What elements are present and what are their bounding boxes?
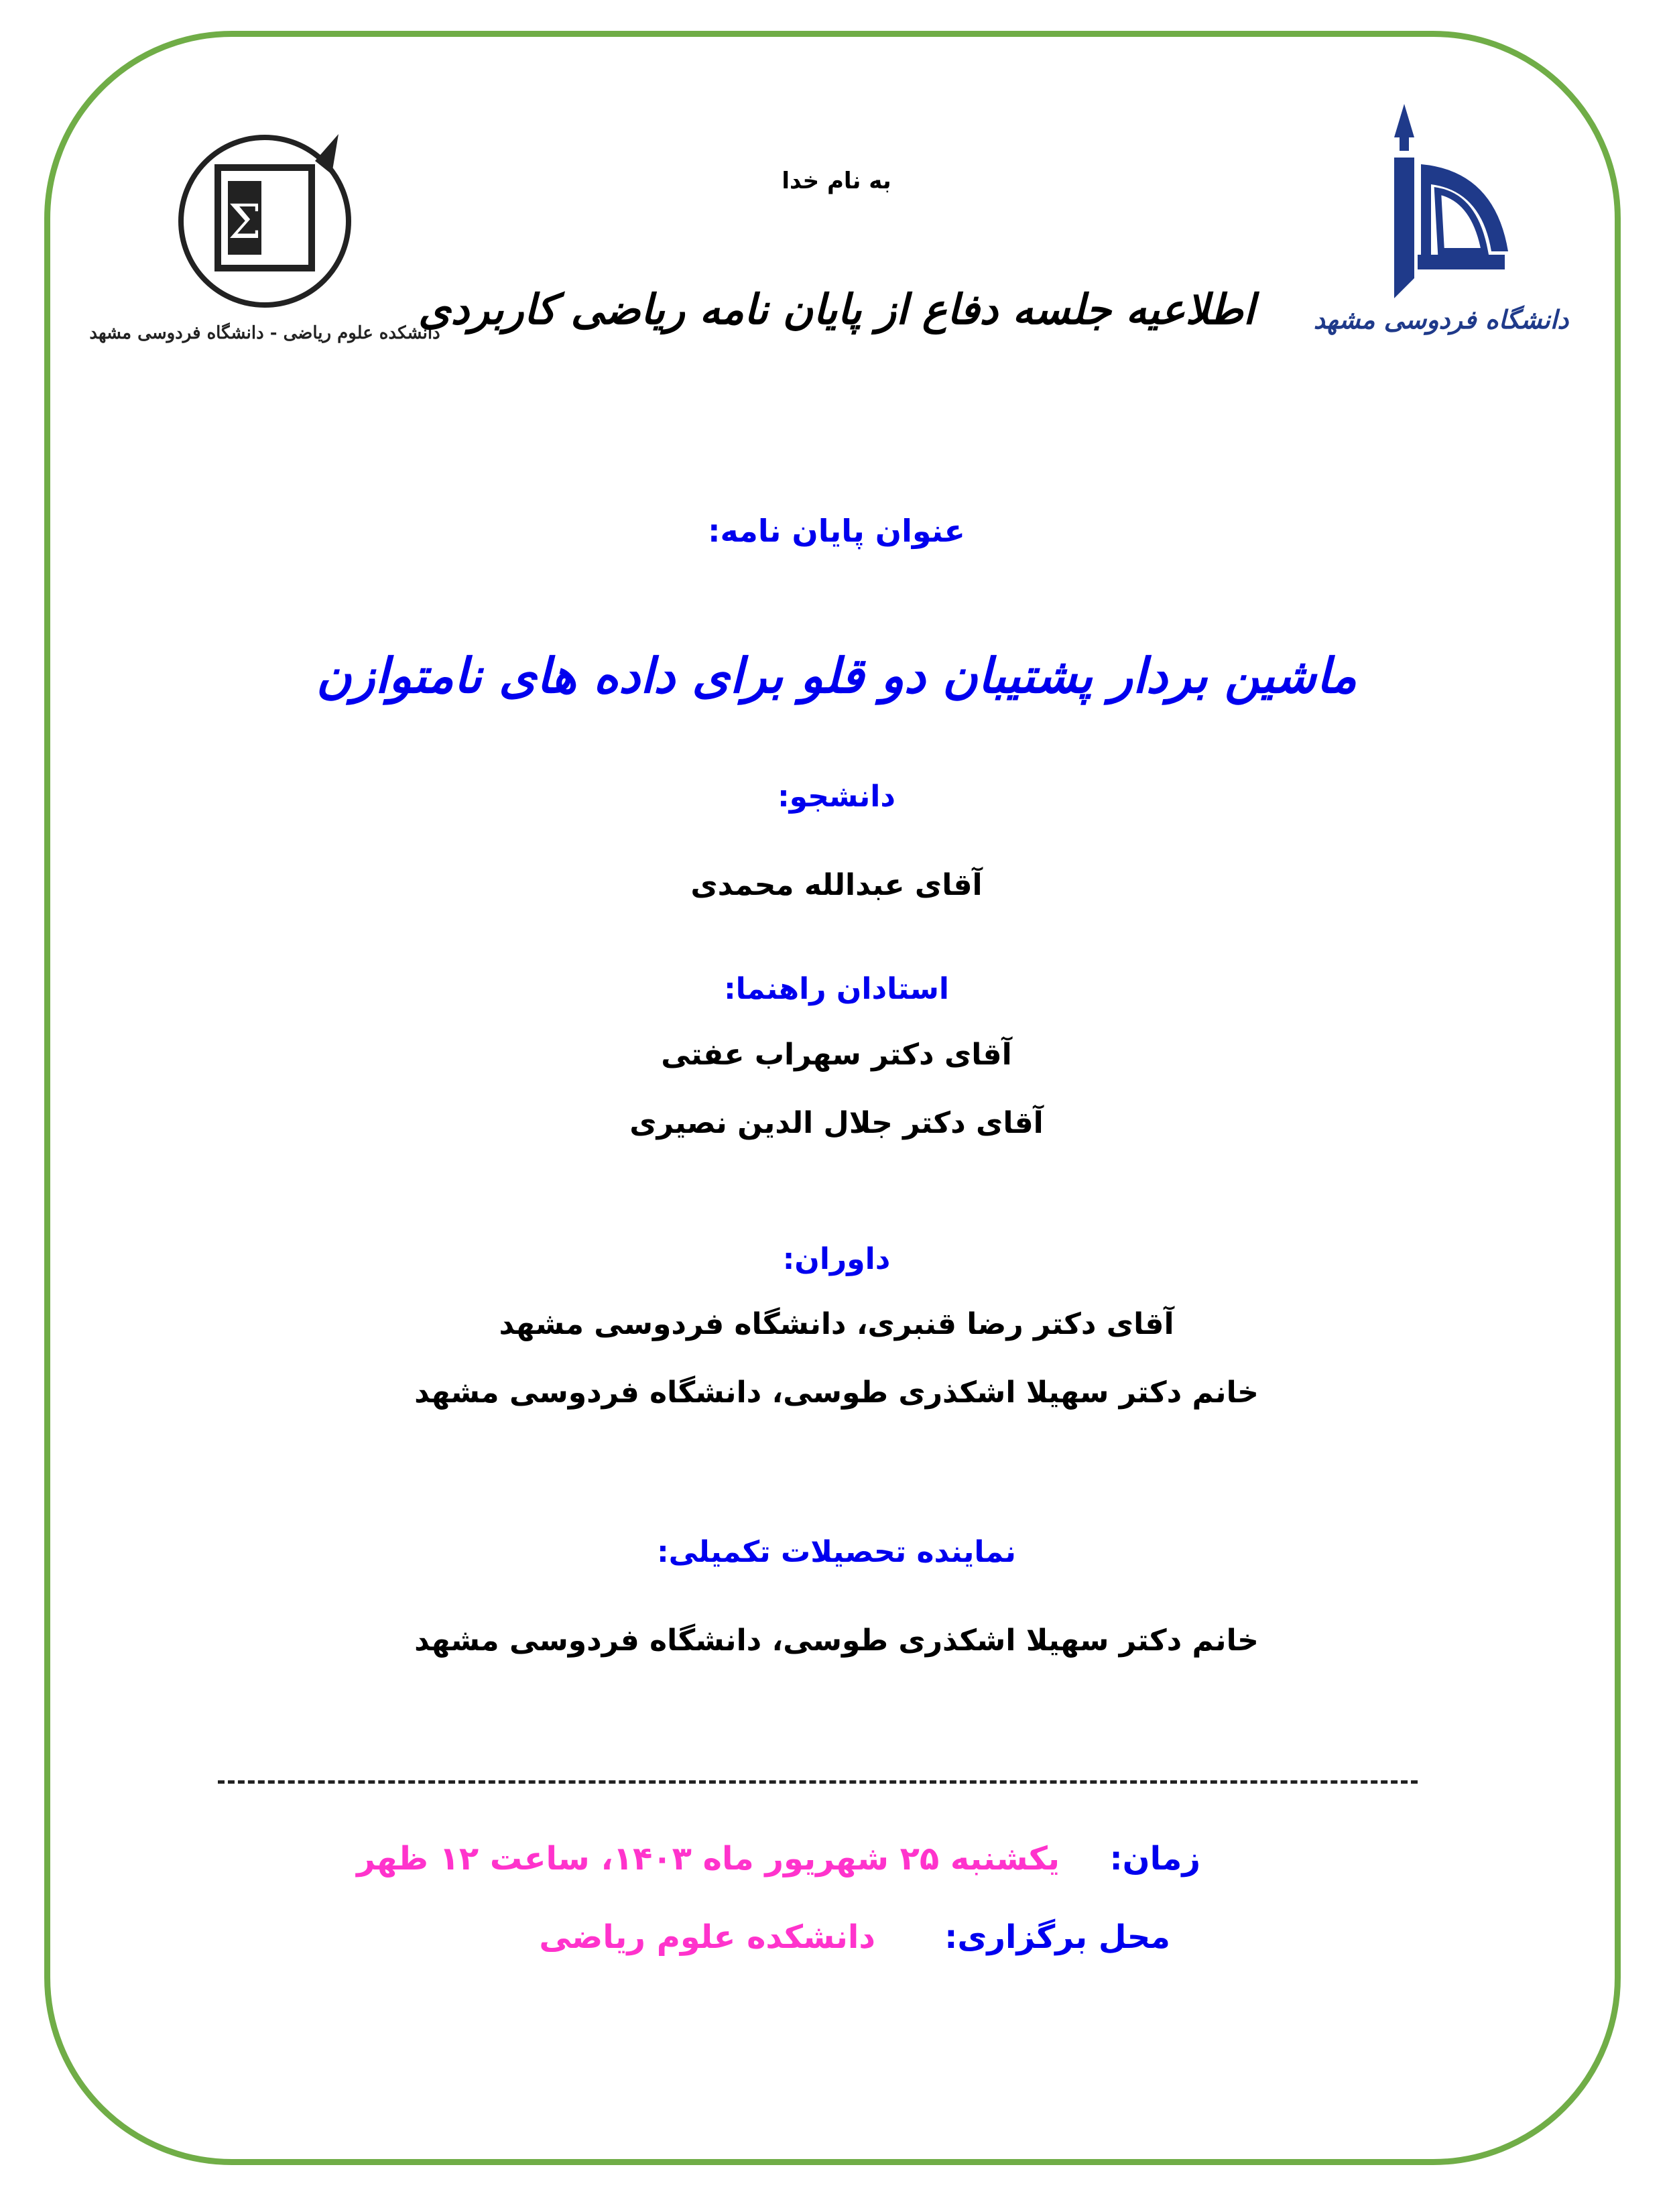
representative-name: خانم دکتر سهیلا اشکذری طوسی، دانشگاه فردوسی مشهد: [414, 1623, 1259, 1658]
advisor-name: آقای دکتر سهراب عفتی: [661, 1038, 1012, 1072]
place-value: دانشکده علوم ریاضی: [539, 1918, 875, 1956]
svg-text:دانشگاه فردوسی مشهد: دانشگاه فردوسی مشهد: [1313, 304, 1569, 334]
basmala: به نام خدا: [782, 168, 891, 194]
referee-name: خانم دکتر سهیلا اشکذری طوسی، دانشگاه فردوسی مشهد: [414, 1375, 1259, 1410]
divider: [218, 1780, 1418, 1784]
place-label: محل برگزاری:: [944, 1918, 1170, 1956]
advisor-name: آقای دکتر جلال الدین نصیری: [629, 1106, 1044, 1140]
time-label: زمان:: [1109, 1840, 1200, 1878]
representative-label: نماینده تحصیلات تکمیلی:: [657, 1535, 1016, 1569]
student-label: دانشجو:: [778, 780, 895, 814]
thesis-label: عنوان پایان نامه:: [708, 513, 965, 549]
time-value: یکشنبه ۲۵ شهریور ماه ۱۴۰۳، ساعت ۱۲ ظهر: [357, 1840, 1060, 1878]
thesis-title: ماشین بردار پشتیبان دو قلو برای داده های نامتوازن: [316, 647, 1357, 704]
advisors-label: استادان راهنما:: [724, 972, 949, 1006]
svg-text:Σ: Σ: [228, 194, 261, 249]
student-name: آقای عبدالله محمدی: [690, 868, 983, 902]
referee-name: آقای دکتر رضا قنبری، دانشگاه فردوسی مشهد: [499, 1307, 1174, 1341]
referees-label: داوران:: [782, 1242, 891, 1276]
svg-text:دانشکده علوم ریاضی - دانشگاه ف: دانشکده علوم ریاضی - دانشگاه فردوسی مشهد: [89, 323, 440, 343]
announcement-title: اطلاعیه جلسه دفاع از پایان نامه ریاضی کاربردی: [418, 285, 1255, 334]
